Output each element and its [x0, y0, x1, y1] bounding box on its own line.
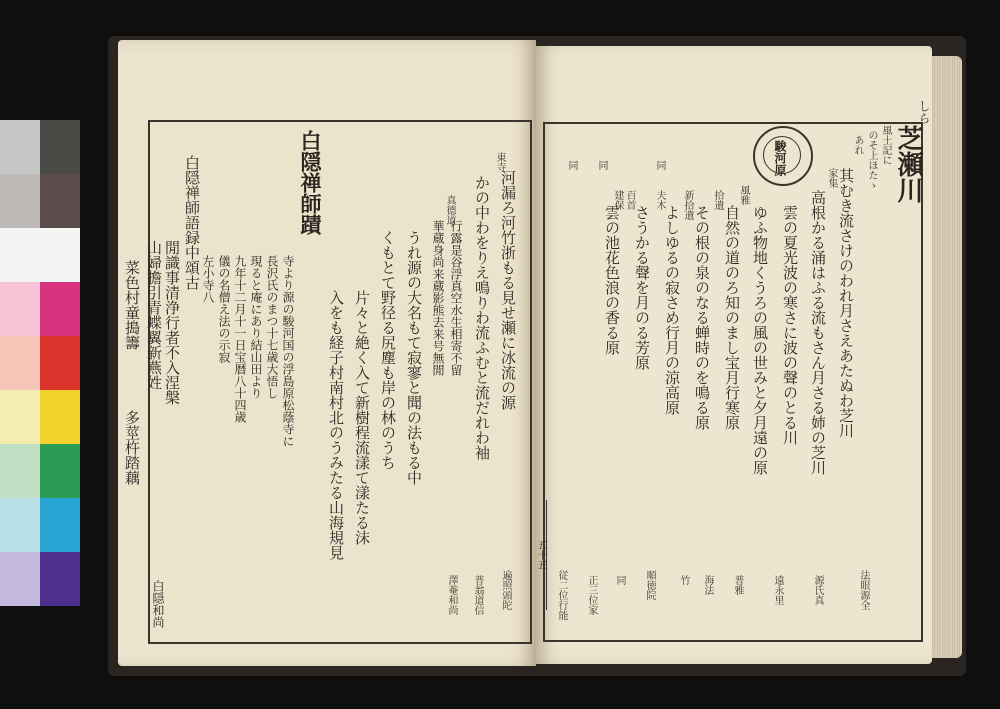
body-column: 長沢氏のまつ十七歳大悟し — [265, 255, 279, 399]
poem-column: 高根かる涌はふる流もさん月さる姉の芝川 — [809, 190, 827, 475]
poem-column: 雲の池花色浪の香る原 — [603, 205, 621, 355]
folio-number: 五十五 — [535, 540, 546, 570]
author-name: 順徳院 — [644, 570, 655, 600]
title-main: 芝瀬川 — [893, 125, 923, 203]
title-note-3: あれ — [852, 135, 863, 155]
poem-column: 自然の道のろ知のまし宝月行寒原 — [723, 205, 741, 430]
color-swatch — [0, 120, 40, 174]
source-note: 百首 — [624, 190, 635, 210]
color-swatch — [40, 390, 80, 444]
author-name: 海法 — [702, 575, 713, 595]
poem-column: 雲の夏光波の寒さに波の聲のとる川 — [781, 205, 799, 445]
text-column: 行露是谷浮真空水生相寄不留 — [449, 220, 463, 376]
text-column: かの中わをりえ鳴りわ流ふむと流だれわ袖 — [473, 175, 491, 460]
title-note-2: のそ上ほたゝ — [866, 130, 877, 190]
section-mark: 同 — [654, 160, 665, 170]
source-note: 建保 — [612, 190, 623, 210]
color-swatch — [40, 174, 80, 228]
text-column: 華蔵身尚来蔵影熊去来号無閒 — [431, 220, 445, 376]
poem-column: ゆふ物地くうろの風の世みと夕月遠の原 — [751, 205, 769, 475]
body-column: 寺より源の駿河国の浮島原松蔭寺に — [281, 255, 295, 447]
folio-strip — [531, 500, 547, 610]
section-mark: 同 — [566, 160, 577, 170]
color-swatch — [40, 228, 80, 282]
source-note: 風雅 — [738, 185, 749, 205]
quote-column: 白隠禅師語録中頌古 — [183, 155, 201, 290]
text-column: くもとて野径る尻塵も岸の林のうち — [379, 230, 397, 470]
body-column: 九年十二月十一日宝暦八十四歳 — [233, 255, 247, 423]
color-swatch — [0, 498, 40, 552]
color-swatch — [0, 228, 40, 282]
book-page-edge — [928, 56, 962, 658]
quote-column: 閒識事清浄行者不入涅槃 — [163, 240, 181, 405]
color-swatch — [40, 282, 80, 336]
seal-stamp-text: 駿河原 — [773, 140, 787, 176]
text-column: 河漏ろ河竹浙もる見せ瀬に冰流の源 — [499, 170, 517, 410]
color-swatch — [0, 282, 40, 336]
text-column: 入をも経子村南村北のうみたる山海規見 — [327, 290, 345, 560]
source-note: 新拾遺 — [682, 190, 693, 220]
title-note: 風土記に — [880, 125, 891, 165]
color-swatch — [40, 552, 80, 606]
source-note: 拾遺 — [712, 190, 723, 210]
quote-column: 菜色村童搗籌 — [123, 260, 141, 350]
side-note: 普翁道信 — [472, 575, 483, 615]
color-swatch — [0, 390, 40, 444]
side-note: 遍照頭陀 — [500, 570, 511, 610]
author-name: 正三位家 — [586, 575, 597, 615]
poem-column: さうかる聲を月のる芳原 — [633, 205, 651, 370]
color-swatch — [0, 552, 40, 606]
body-column: 現ると庵にあり結山田より — [249, 255, 263, 399]
color-swatch — [40, 444, 80, 498]
author-name: 源氏真 — [812, 575, 823, 605]
author-name: 同 — [614, 575, 625, 585]
author-name: 従二位行能 — [556, 570, 567, 620]
body-column: 左小寺八 — [201, 255, 215, 303]
color-swatch — [0, 444, 40, 498]
source-note: 家集 — [826, 168, 837, 188]
signature: 白隠和尚 — [151, 580, 165, 628]
side-note: 真德道 — [444, 195, 455, 225]
author-name: 遠永里 — [772, 575, 783, 605]
text-column: うれ源の大名もて寂寥と聞の法もる中 — [405, 230, 423, 485]
color-swatch — [40, 120, 80, 174]
poem-column: よしゆるの寂さめ行月の涼高原 — [663, 205, 681, 415]
source-note: 夫木 — [654, 190, 665, 210]
author-name: 法眼源全 — [858, 570, 869, 610]
color-swatch — [0, 336, 40, 390]
text-column: 片々と絶く入て新樹程流漾て漾たる沫 — [353, 290, 371, 545]
section-title: 白隠禅師蹟 — [298, 130, 323, 235]
header-label: しら — [917, 100, 931, 124]
side-note: 澤菴和尚 — [446, 575, 457, 615]
color-swatch — [40, 498, 80, 552]
side-note: 東寺 — [494, 152, 505, 172]
author-name: 竹 — [678, 575, 689, 585]
quote-column: 山婦擔引青蝶翼新燕姓 — [145, 240, 163, 390]
author-name: 普雅 — [732, 575, 743, 595]
color-swatch — [0, 174, 40, 228]
color-swatch — [40, 336, 80, 390]
quote-column: 多莖杵踏藕 — [123, 410, 141, 485]
poem-column: 其むき流さけのわれ月さえあたぬわ芝川 — [837, 168, 855, 438]
poem-column: その根の泉のなる蝉時のを鳴る原 — [693, 205, 711, 430]
body-column: 儀の名僧え法の示寂 — [217, 255, 231, 363]
section-mark: 同 — [596, 160, 607, 170]
